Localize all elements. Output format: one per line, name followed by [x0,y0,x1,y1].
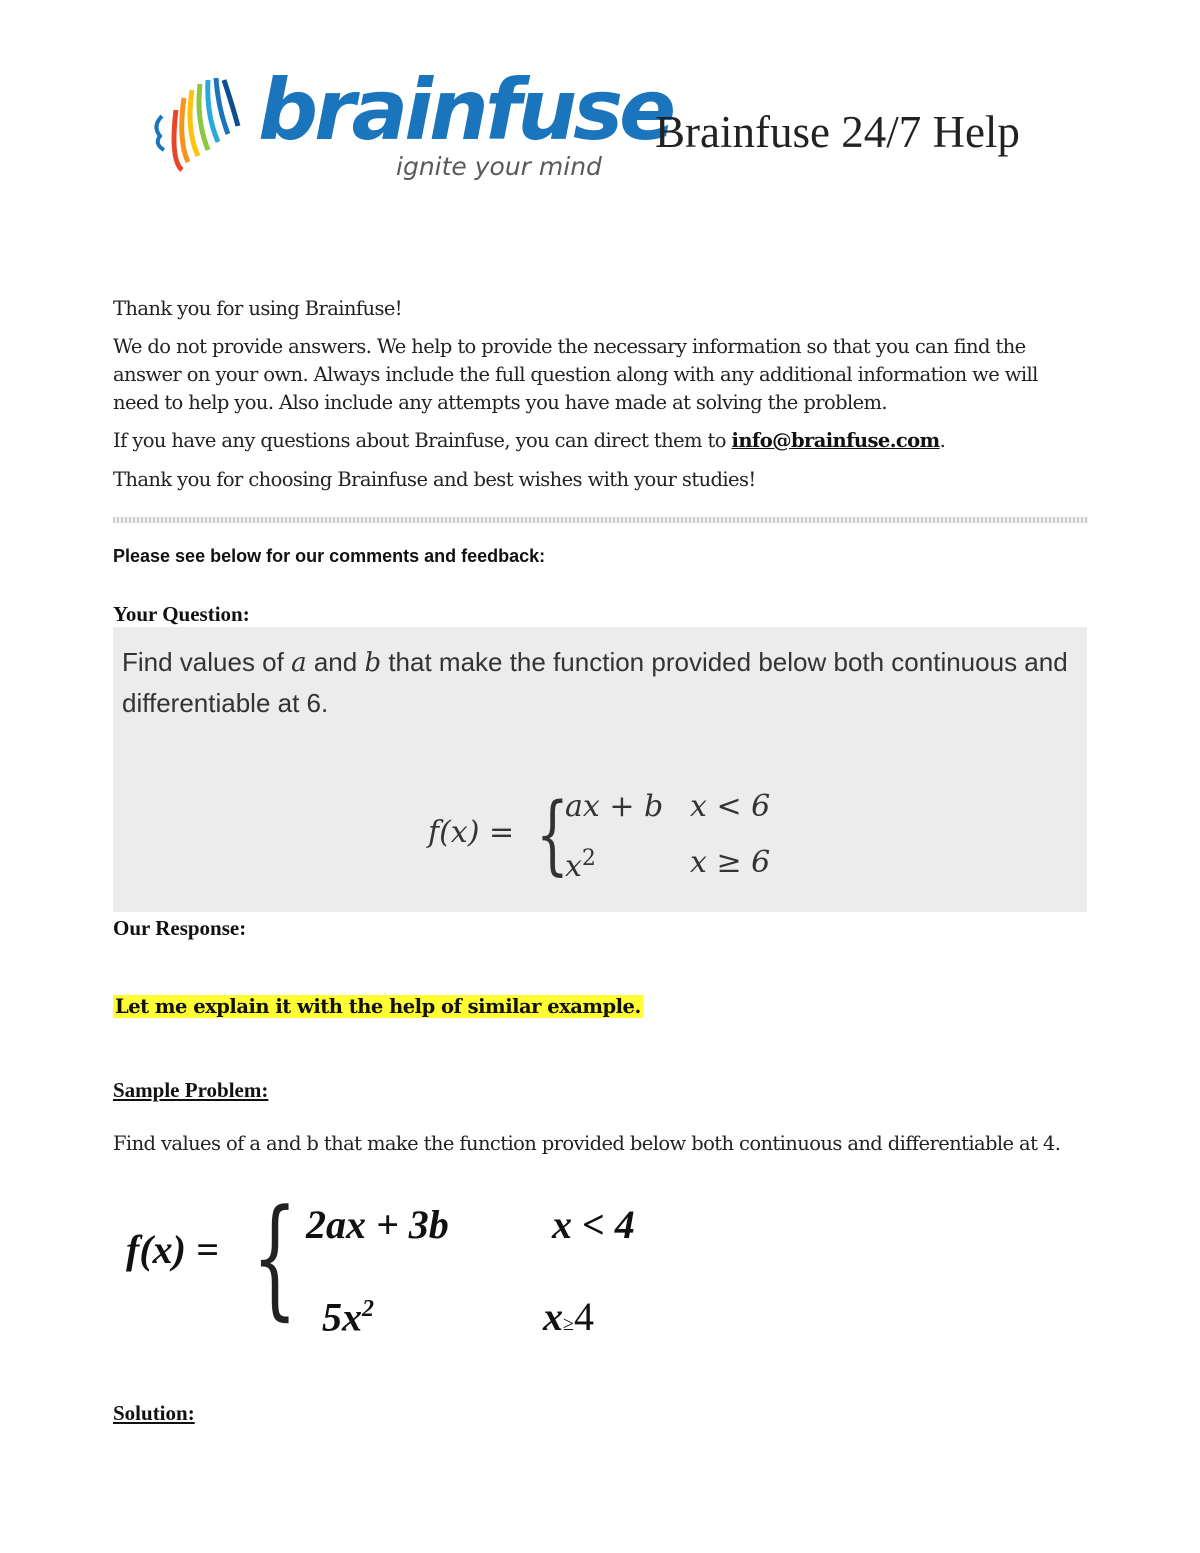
question-case2-base: x [565,849,582,884]
question-case2-expr [565,848,596,882]
response-label: Our Response: [113,916,247,940]
intro-policy: We do not provide answers. We help to provide the necessary information so that you can find the answer on your own. Always include the full question along with any additional information we will need to help you. Also include any attempts you have made at solving the problem. [113,335,1038,414]
sample-case2-base: 5x [322,1294,362,1340]
logo-tagline: ignite your mind [396,152,602,181]
question-brace-icon: { [536,785,569,885]
sample-case2-cond [543,1294,594,1339]
sample-case2-exp: 2 [362,1296,374,1322]
solution-label: Solution: [113,1401,195,1425]
intro-closing: Thank you for choosing Brainfuse and best wishes with your studies! [113,468,756,491]
intro-contact [113,427,1088,455]
contact-suffix: . [939,429,946,452]
question-point: 6 [306,688,322,718]
brainfuse-logo-icon [148,70,248,175]
question-text-1: Find values of [122,647,292,677]
sample-case2-expr [322,1294,374,1340]
question-text-3: that make the function provided below both continuous and differentiable at [122,647,1068,718]
sample-case2-cond-var: x [543,1294,563,1339]
sample-case1-expr: 2ax + 3b [306,1202,449,1247]
sample-case2-cond-op: ≥ [563,1313,574,1335]
divider [113,517,1088,523]
question-text [122,642,1087,723]
sample-label: Sample Problem: [113,1078,269,1102]
sample-lhs: f(x) = [126,1227,219,1272]
question-var-b: b [364,648,382,678]
question-case2-exp: 2 [581,846,596,871]
question-text-4: . [321,688,329,718]
question-text-2: and [306,647,365,677]
question-case1-cond: x < 6 [690,789,771,824]
question-case1-expr: ax + b [565,789,664,824]
logo-wordmark: brainfuse [258,61,673,159]
feedback-heading: Please see below for our comments and feedback: [113,546,546,566]
sample-case2-cond-val: 4 [573,1294,594,1339]
question-label: Your Question: [113,602,250,626]
page-title: Brainfuse 24/7 Help [655,107,1020,157]
sample-brace-icon: { [252,1181,298,1333]
contact-email-link[interactable]: info@brainfuse.com [731,429,940,452]
intro-thanks: Thank you for using Brainfuse! [113,297,403,320]
contact-prefix: If you have any questions about Brainfuse, you can direct them to [113,429,732,452]
sample-case1-cond: x < 4 [552,1202,635,1247]
response-explain-highlight: Let me explain it with the help of similar example. [115,995,641,1018]
question-lhs: f(x) = [428,815,515,850]
question-case2-cond: x ≥ 6 [690,845,771,880]
question-var-a: a [291,648,307,678]
sample-text: Find values of a and b that make the function provided below both continuous and differentiable at 4. [113,1132,1061,1155]
